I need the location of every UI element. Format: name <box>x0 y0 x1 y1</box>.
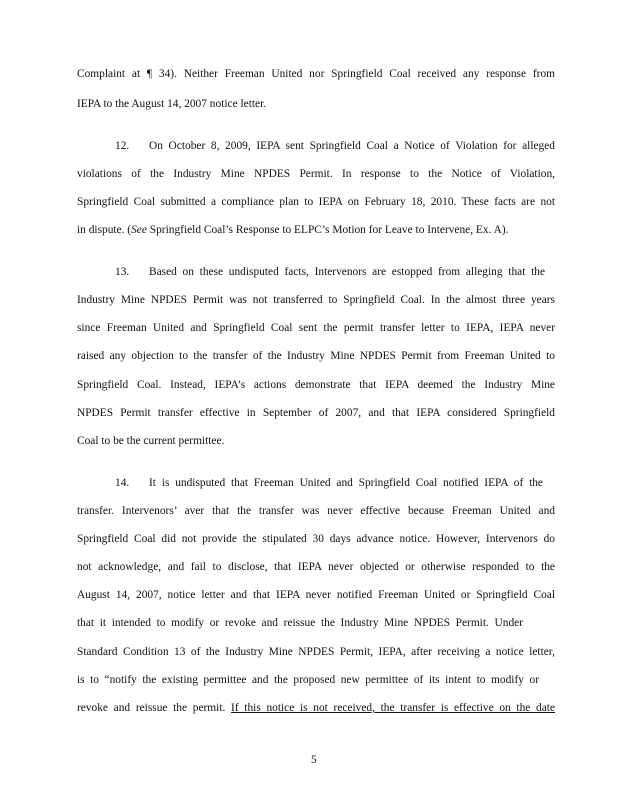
text-segment: Springfield Coal’s Response to ELPC’s Motion for Leave to Intervene, Ex. A). <box>146 224 509 236</box>
text-line: Springfield Coal did not provide the stipulated 30 days advance notice. However, Intervenors do <box>77 533 555 545</box>
text-line: is to “notify the existing permittee and the proposed new permittee of its intent to modify or <box>77 674 539 686</box>
text-segment: revoke and reissue the permit. <box>77 702 232 714</box>
text-line <box>77 701 555 715</box>
citation-signal: See <box>131 224 147 236</box>
text-line: transfer. Intervenors’ aver that the transfer was never effective because Freeman United and <box>77 505 555 517</box>
text-line: It is undisputed that Freeman United and Springfield Coal notified IEPA of the <box>149 477 543 489</box>
underlined-text: If this notice is not received, the transfer is effective on the date <box>231 702 555 714</box>
text-line: IEPA to the August 14, 2007 notice letter. <box>77 98 267 110</box>
text-line: Based on these undisputed facts, Intervenors are estopped from alleging that the <box>149 266 545 278</box>
text-line: Springfield Coal. Instead, IEPA’s actions demonstrate that IEPA deemed the Industry Mine <box>77 379 555 391</box>
paragraph-number: 12. <box>115 140 130 152</box>
text-line: On October 8, 2009, IEPA sent Springfield Coal a Notice of Violation for alleged <box>149 140 555 152</box>
text-line <box>77 223 509 237</box>
text-segment: in dispute. ( <box>77 224 132 236</box>
text-line: Industry Mine NPDES Permit was not transferred to Springfield Coal. In the almost three years <box>77 294 555 306</box>
text-line: NPDES Permit transfer effective in September of 2007, and that IEPA considered Springfield <box>77 407 555 419</box>
text-line: raised any objection to the transfer of the Industry Mine NPDES Permit from Freeman United to <box>77 350 555 362</box>
text-line: Coal to be the current permittee. <box>77 435 225 447</box>
text-line: August 14, 2007, notice letter and that IEPA never notified Freeman United or Springfield Coal <box>77 589 555 601</box>
text-line: not acknowledge, and fail to disclose, that IEPA never objected or otherwise responded to the <box>77 561 555 573</box>
paragraph-number: 13. <box>115 266 130 278</box>
text-line: Standard Condition 13 of the Industry Mine NPDES Permit, IEPA, after receiving a notice letter, <box>77 646 555 658</box>
text-line: Complaint at ¶ 34). Neither Freeman United nor Springfield Coal received any response from <box>77 68 555 80</box>
page-number: 5 <box>311 754 317 766</box>
text-line: Springfield Coal submitted a compliance plan to IEPA on February 18, 2010. These facts are not <box>77 196 555 208</box>
text-line: violations of the Industry Mine NPDES Permit. In response to the Notice of Violation, <box>77 168 555 180</box>
text-line: that it intended to modify or revoke and reissue the Industry Mine NPDES Permit. Under <box>77 617 523 629</box>
paragraph-number: 14. <box>115 477 130 489</box>
text-line: since Freeman United and Springfield Coal sent the permit transfer letter to IEPA, IEPA never <box>77 322 555 334</box>
